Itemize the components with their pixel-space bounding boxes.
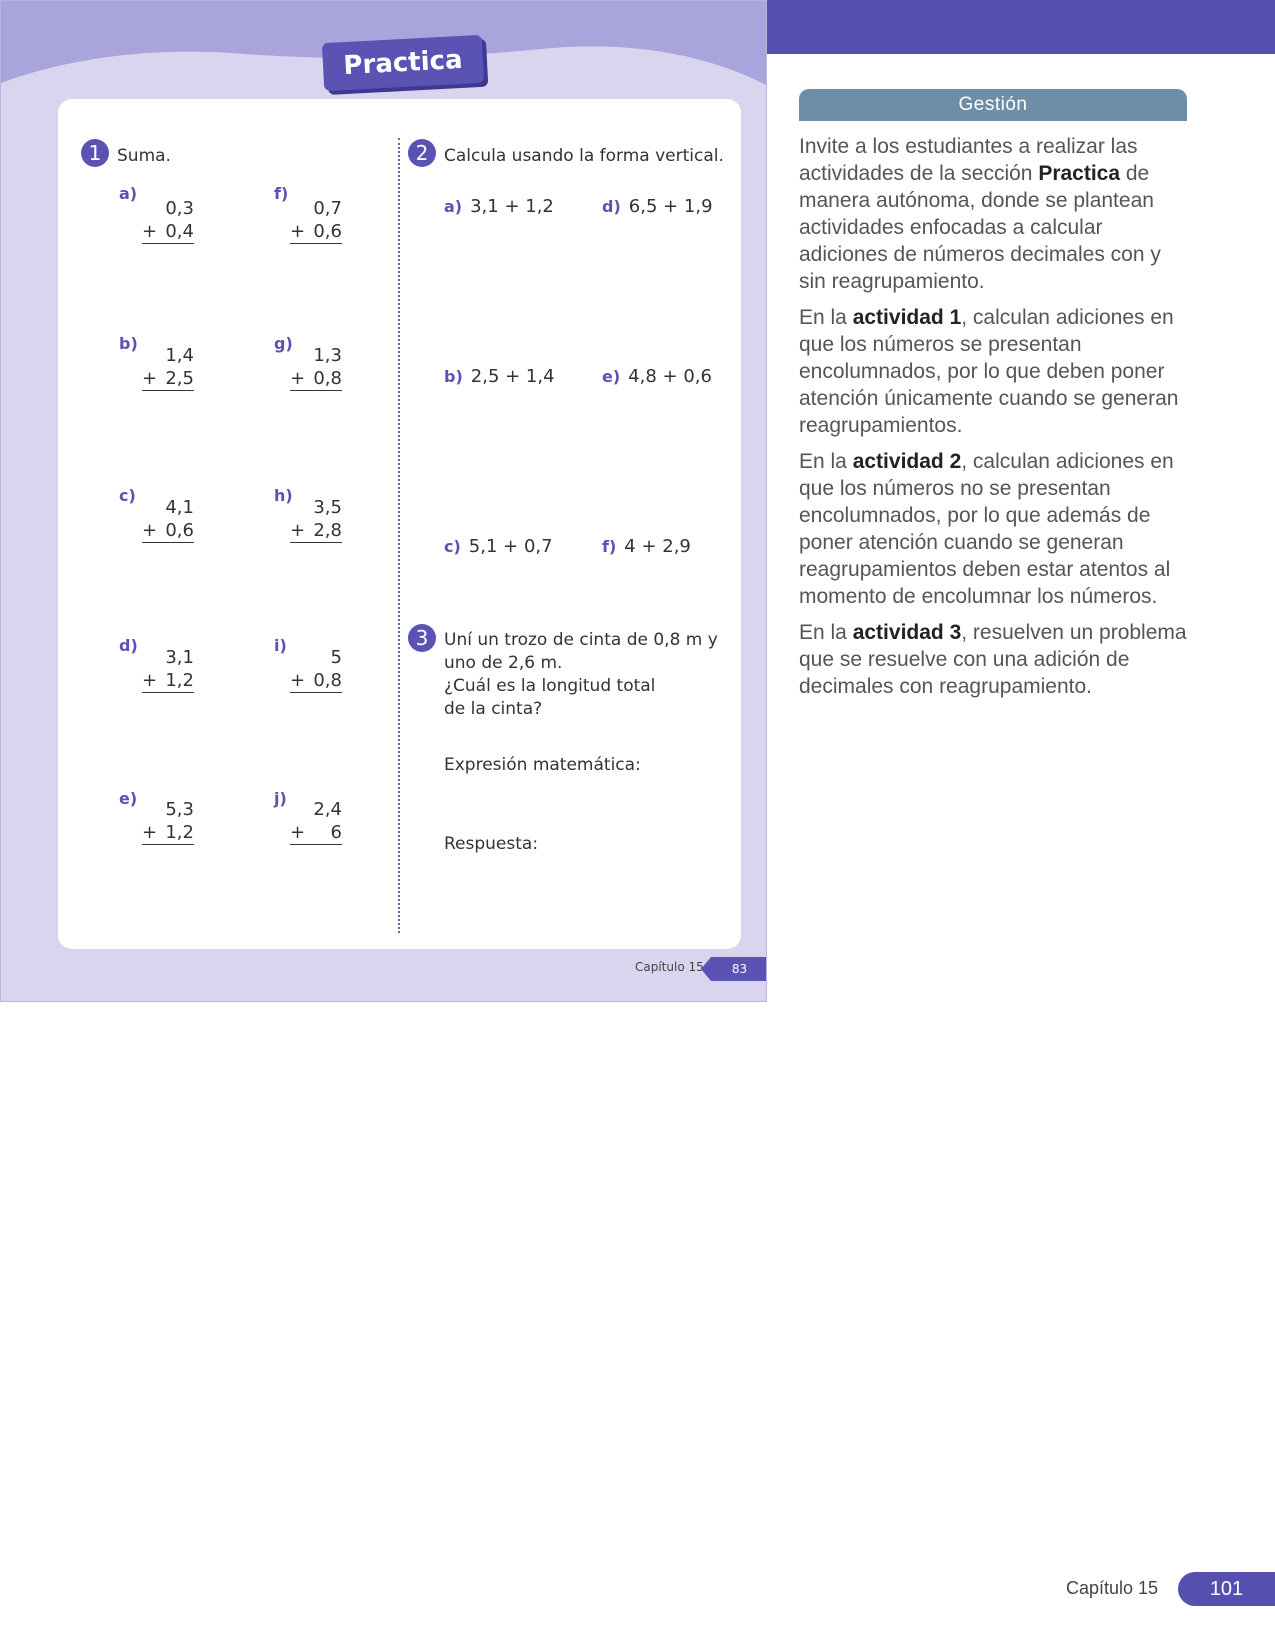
- section-title: Practica: [322, 35, 484, 91]
- guide-paragraph: En la actividad 3, resuelven un problema que se resuelve con una adición de decimales con reagrupamiento.: [799, 621, 1187, 698]
- vertical-sum: 1,4 + 2,5: [142, 345, 194, 389]
- item-label: g): [274, 334, 293, 353]
- guide-top-bar: [767, 0, 1275, 54]
- activity-2-instruction: Calcula usando la forma vertical.: [444, 146, 724, 166]
- vertical-sum: 2,4 + 6: [290, 799, 342, 843]
- student-page-number: 83: [711, 957, 767, 981]
- chapter-label: Capítulo 15: [1066, 1578, 1159, 1598]
- column-divider: [398, 138, 400, 933]
- item-label: e): [119, 789, 138, 808]
- expression-label: Expresión matemática:: [444, 755, 641, 775]
- item-label: f): [274, 184, 289, 203]
- guide-section-header: Gestión: [799, 89, 1187, 121]
- vertical-sum: 4,1 + 0,6: [142, 497, 194, 541]
- student-page: [0, 0, 767, 1002]
- item-label: j): [274, 789, 287, 808]
- expression-item: c) 5,1 + 0,7: [444, 536, 553, 557]
- item-label: a): [119, 184, 138, 203]
- guide-text: [799, 133, 1191, 709]
- item-label: b): [119, 334, 138, 353]
- vertical-sum: 3,1 + 1,2: [142, 647, 194, 691]
- vertical-sum: 3,5 + 2,8: [290, 497, 342, 541]
- activity-1-instruction: Suma.: [117, 146, 171, 166]
- student-chapter-label: Capítulo 15: [635, 960, 704, 974]
- vertical-sum: 5 + 0,8: [290, 647, 342, 691]
- page-number: 101: [1178, 1572, 1275, 1606]
- vertical-sum: 1,3 + 0,8: [290, 345, 342, 389]
- expression-item: b) 2,5 + 1,4: [444, 366, 555, 387]
- item-label: i): [274, 636, 287, 655]
- guide-paragraph: En la actividad 1, calculan adiciones en que los números se presentan encolumnados, por lo que deben poner atención únicamente cuando se generan reagrupamientos.: [799, 306, 1179, 437]
- guide-paragraph: Invite a los estudiantes a realizar las actividades de la sección Practica de manera autónoma, donde se plantean actividades enfocadas a calcular adiciones de números decimales con y sin reagrupamiento.: [799, 135, 1161, 293]
- item-label: d): [119, 636, 138, 655]
- vertical-sum: 5,3 + 1,2: [142, 799, 194, 843]
- answer-label: Respuesta:: [444, 834, 539, 854]
- activity-3-badge: 3: [408, 624, 436, 652]
- activity-1-badge: 1: [81, 139, 109, 167]
- item-label: h): [274, 486, 293, 505]
- expression-item: f) 4 + 2,9: [602, 536, 691, 557]
- activity-2-badge: 2: [408, 139, 436, 167]
- problem-text: Uní un trozo de cinta de 0,8 m y uno de 2,6 m. ¿Cuál es la longitud total de la cinta?: [444, 630, 718, 719]
- vertical-sum: 0,3 + 0,4: [142, 198, 194, 242]
- expression-item: e) 4,8 + 0,6: [602, 366, 712, 387]
- vertical-sum: 0,7 + 0,6: [290, 198, 342, 242]
- expression-item: a) 3,1 + 1,2: [444, 196, 554, 217]
- item-label: c): [119, 486, 136, 505]
- expression-item: d) 6,5 + 1,9: [602, 196, 713, 217]
- guide-paragraph: En la actividad 2, calculan adiciones en que los números no se presentan encolumnados, por lo que además de poner atención cuando se generan reagrupamientos deben estar atentos al momento de encolumnar los números.: [799, 450, 1174, 608]
